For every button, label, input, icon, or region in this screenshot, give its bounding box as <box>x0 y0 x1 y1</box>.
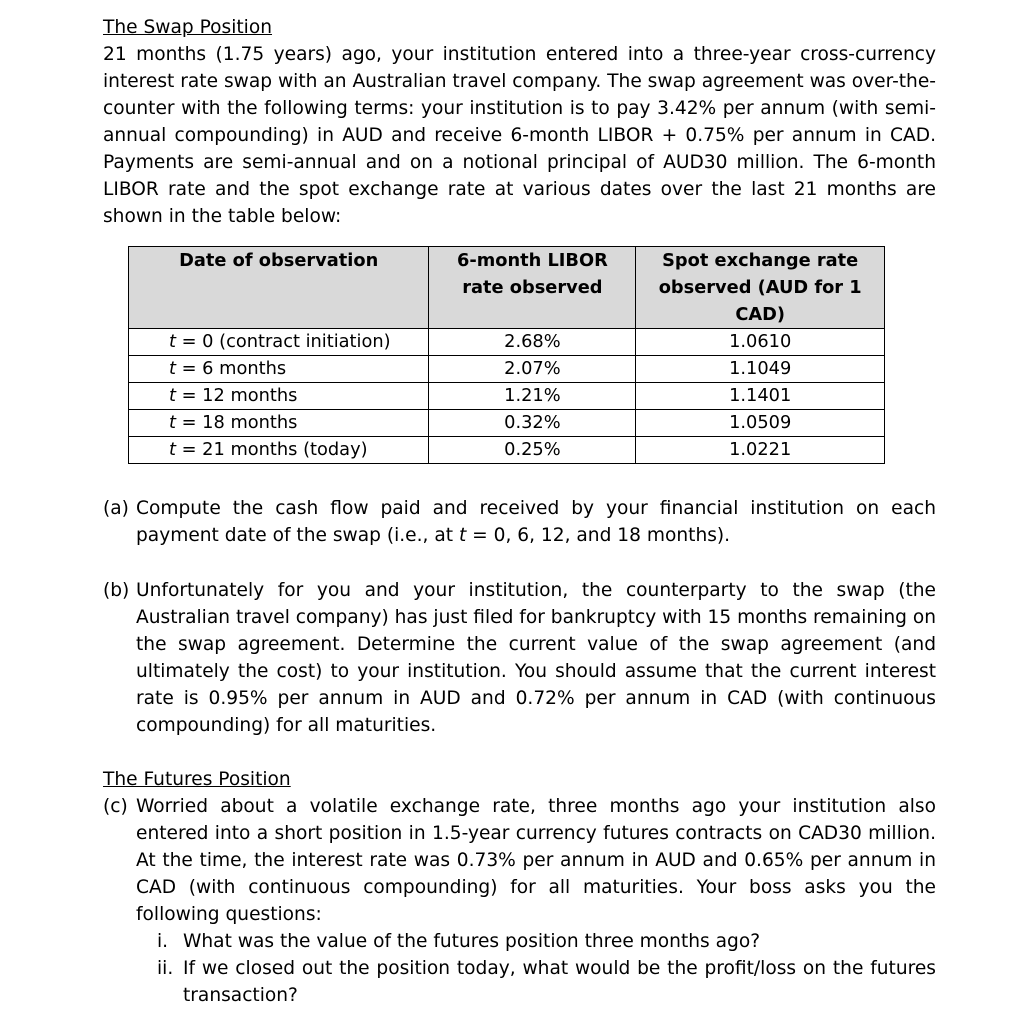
cell-date: t = 18 months <box>129 410 429 437</box>
question-c-i-label: i. <box>157 931 169 952</box>
table-header-row <box>129 247 885 329</box>
cell-date: t = 6 months <box>129 356 429 383</box>
cell-fx: 1.0610 <box>636 329 885 356</box>
question-b: (b) Unfortunately for you and your institution, the counterparty to the swap (the Australian travel company) has just filed for bankruptcy with 15 months remaining on the swap agreement. Determine the current value of the swap agreement (and ultimately the cost) to your institution. You should assume that the current interest rate is 0.95% per annum in AUD and 0.72% per annum in CAD (with continuous compounding) for all maturities. <box>103 577 936 739</box>
cell-libor: 0.32% <box>429 410 636 437</box>
header-libor: 6-month LIBOR rate observed <box>429 247 636 329</box>
question-c-ii: ii. If we closed out the position today, what would be the profit/loss on the futures transaction? <box>103 955 936 1009</box>
table-row <box>129 410 885 437</box>
cell-fx: 1.0221 <box>636 437 885 464</box>
table-row <box>129 356 885 383</box>
swap-heading: The Swap Position <box>103 17 273 38</box>
question-c-ii-label: ii. <box>157 958 174 979</box>
table-row <box>129 383 885 410</box>
swap-intro-paragraph: 21 months (1.75 years) ago, your institution entered into a three-year cross-currency interest rate swap with an Australian travel company. The swap agreement was over-the-counter with the following terms: your institution is to pay 3.42% per annum (with semi-annual compounding) in AUD and receive 6-month LIBOR + 0.75% per annum in CAD. Payments are semi-annual and on a notional principal of AUD30 million. The 6-month LIBOR rate and the spot exchange rate at various dates over the last 21 months are shown in the table below: <box>103 44 936 227</box>
cell-fx: 1.1401 <box>636 383 885 410</box>
table-row <box>129 329 885 356</box>
cell-fx: 1.0509 <box>636 410 885 437</box>
rates-table <box>128 246 885 464</box>
cell-libor: 1.21% <box>429 383 636 410</box>
table-row <box>129 437 885 464</box>
question-c: (c) Worried about a volatile exchange rate, three months ago your institution also entered into a short position in 1.5-year currency futures contracts on CAD30 million. At the time, the interest rate was 0.73% per annum in AUD and 0.65% per annum in CAD (with continuous compounding) for all maturities. Your boss asks you the following questions: <box>103 793 936 928</box>
rates-table-container <box>128 246 936 464</box>
cell-date: t = 0 (contract initiation) <box>129 329 429 356</box>
cell-date: t = 12 months <box>129 383 429 410</box>
cell-fx: 1.1049 <box>636 356 885 383</box>
document-page <box>103 14 936 1009</box>
futures-heading: The Futures Position <box>103 769 291 790</box>
cell-libor: 2.07% <box>429 356 636 383</box>
header-date: Date of observation <box>129 247 429 329</box>
question-a: (a) Compute the cash flow paid and received by your financial institution on each payment date of the swap (i.e., at t = 0, 6, 12, and 18 months). <box>103 495 936 549</box>
cell-libor: 2.68% <box>429 329 636 356</box>
question-c-label: (c) <box>103 796 128 817</box>
question-c-i: i. What was the value of the futures position three months ago? <box>103 928 936 955</box>
question-b-label: (b) <box>103 580 130 601</box>
cell-libor: 0.25% <box>429 437 636 464</box>
header-fx: Spot exchange rate observed (AUD for 1 CAD) <box>636 247 885 329</box>
cell-date: t = 21 months (today) <box>129 437 429 464</box>
question-a-label: (a) <box>103 498 129 519</box>
